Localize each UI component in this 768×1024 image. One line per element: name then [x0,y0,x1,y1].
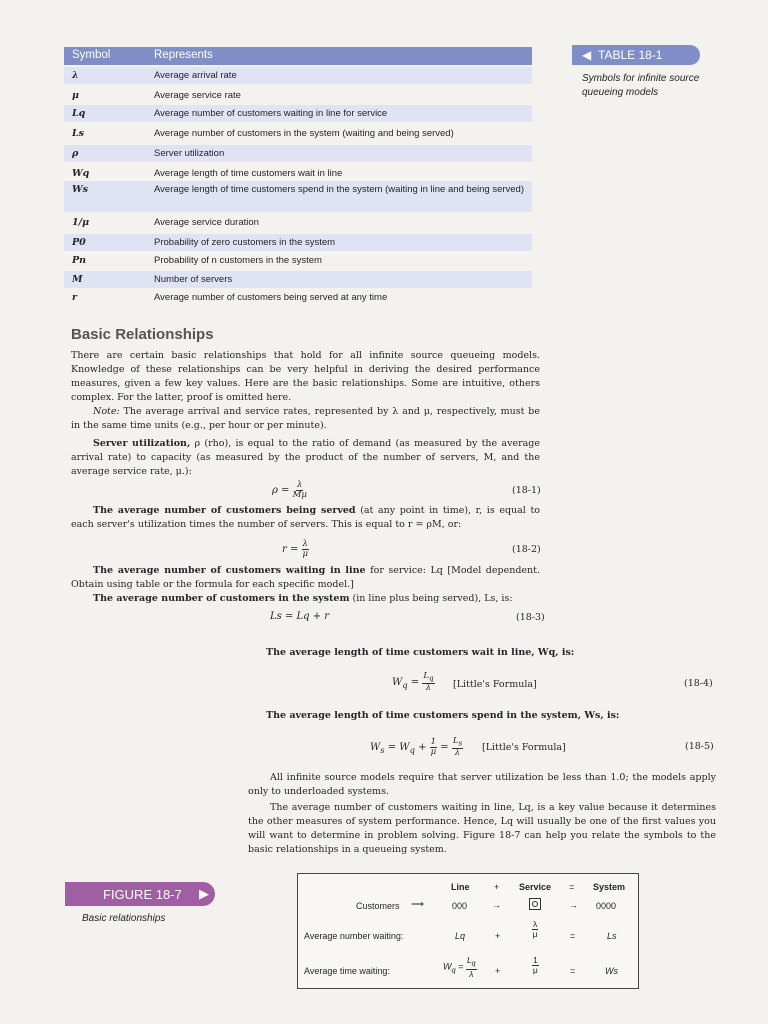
closing-paragraph-1: All infinite source models require that server utilization be less than 1.0; the models apply only to underloaded systems. [248,772,716,797]
row-description: Average arrival rate [154,70,237,81]
row-description: Number of servers [154,274,233,285]
equation-18-3: Ls = Lq + r [270,611,330,622]
row-symbol: ρ [72,148,79,159]
col-plus: + [494,882,500,892]
row-symbol: Ws [72,184,89,195]
lambda-over-mu: $\frac{\lambda}{\mu}$ [532,919,538,939]
table-row [64,87,532,104]
table-label: TABLE 18-1 [598,48,663,62]
table-row [64,165,532,182]
row-symbol: M [72,274,83,285]
row-symbol: Pn [72,255,87,266]
equation-18-2: r = $\frac{\lambda}{\mu}$ [282,539,308,559]
equation-number-5: (18-5) [685,741,714,752]
ws-symbol: Ws [605,966,618,976]
system-label: The average number of customers in the system [93,593,350,604]
row-symbol: Ls [72,128,85,139]
equation-18-4: $W_q$ = $\frac{L_q}{\lambda}$ [392,671,434,693]
col-system: System [593,882,626,892]
equals-sign: = [570,966,576,976]
row-symbol: Lq [72,108,86,119]
table-row [64,214,532,231]
col-line: Line [451,882,470,892]
col-service: Service [519,882,552,892]
equation-number-3: (18-3) [516,612,545,623]
customers-line: 000 [452,901,468,911]
equation-number-4: (18-4) [684,678,713,689]
row-description: Average service duration [154,217,259,228]
figure-label: FIGURE 18-7 [103,887,182,902]
table-row [64,271,532,288]
equals-sign: = [570,931,576,941]
triangle-left-icon: ◀ [582,48,592,62]
section-title: Basic Relationships [71,326,214,343]
row-description: Average number of customers being served at any time [154,292,388,303]
waiting-text: for service: Lq [Model dependent. Obtain using table or the formula for each specific model.] [71,565,540,590]
ls-symbol: Ls [607,931,617,941]
row-description: Server utilization [154,148,225,159]
figure-tag [65,882,215,906]
note-paragraph [71,405,540,433]
little-formula-1: [Little's Formula] [453,679,537,690]
spend-heading: The average length of time customers spend in the system, Ws, is: [266,710,620,721]
arrow-right-icon: → [492,900,501,910]
utilization-text: ρ (rho), is equal to the ratio of demand (as measured by the average arrival rate) to capacity (as measured by the product of the number of servers, M, and the average service rate, μ.): [71,438,540,477]
row-symbol: μ [72,90,79,101]
note-label: Note: [93,406,120,417]
waiting-paragraph [71,564,540,592]
table-row [64,145,532,162]
represents-header: Represents [154,49,213,61]
table-row [64,125,532,142]
waiting-label: The average number of customers waiting in line [93,565,366,576]
row-description: Probability of n customers in the system [154,255,322,266]
server-icon [529,898,541,910]
intro-paragraph: There are certain basic relationships that hold for all infinite source queueing models. Knowledge of these relationships can be very helpful in deriving the desired performance measures, given a few key values. Here are the basic relationships. Some are intuitive, others complex. For the latter, proof is omitted here. [71,350,540,403]
wait-heading: The average length of time customers wait in line, Wq, is: [266,647,575,658]
figure-caption: Basic relationships [82,913,166,924]
col-equals: = [569,882,575,892]
system-text: (in line plus being served), Ls, is: [352,593,513,604]
row-description: Average number of customers waiting in line for service [154,108,388,119]
row-description: Average length of time customers spend in the system (waiting in line and being served) [154,184,524,195]
table-caption: Symbols for infinite source queueing models [582,73,700,98]
arrow-right-icon: → [569,900,578,910]
customers-label: Customers [356,901,400,911]
one-over-mu: $\frac{1}{\mu}$ [532,955,538,975]
equation-number-2: (18-2) [512,544,541,555]
equation-18-1: ρ = $\frac{\lambda}{M\mu}$ [272,480,307,500]
row-symbol: 1/μ [72,217,90,228]
row-description: Average service rate [154,90,241,101]
wq-formula: $W_q$ = $\frac{L_q}{\lambda}$ [443,955,476,979]
plus-sign: + [495,966,501,976]
table-row [64,252,532,269]
system-paragraph [71,592,540,606]
lq-symbol: Lq [455,931,466,941]
avg-time-label: Average time waiting: [304,966,390,976]
symbol-header: Symbol [72,49,111,61]
triangle-right-icon: ▶ [199,886,209,901]
figure-diagram [297,873,639,989]
table-row [64,289,532,306]
closing-paragraph-2: The average number of customers waiting in line, Lq, is a key value because it determines the other measures of system performance. Hence, Lq will usually be one of the first values you will want to determine in problem solving. Figure 18-7 can help you relate the symbols to the basic relationships in a queueing system. [248,802,716,855]
avg-number-label: Average number waiting: [304,931,404,941]
utilization-paragraph [71,437,540,479]
served-label: The average number of customers being served [93,505,356,516]
plus-sign: + [495,931,501,941]
utilization-label: Server utilization, [93,438,191,449]
row-symbol: λ [72,70,79,81]
row-description: Probability of zero customers in the system [154,237,336,248]
arrow-right-icon: ⟶ [411,899,424,909]
served-paragraph [71,504,540,532]
table-row [64,67,532,84]
row-description: Average number of customers in the system (waiting and being served) [154,128,454,139]
table-row [64,234,532,251]
note-text: The average arrival and service rates, represented by λ and μ, respectively, must be in the same time units (e.g., per hour or per minute). [71,406,540,431]
equation-number-1: (18-1) [512,485,541,496]
table-row [64,181,532,212]
equation-18-5: $W_s = W_q$ + $\frac{1}{\mu}$ = $\frac{L_s}{\lambda}$ [370,736,463,758]
customers-system: 0000 [596,901,617,911]
served-text: (at any point in time), r, is equal to each server's utilization times the number of servers. This is equal to r = ρM, or: [71,505,540,530]
row-symbol: r [72,292,78,303]
little-formula-2: [Little's Formula] [482,742,566,753]
row-symbol: Wq [72,168,90,179]
table-row [64,105,532,122]
row-description: Average length of time customers wait in line [154,168,343,179]
table-header [64,47,532,65]
table-tag [572,45,700,65]
row-symbol: P0 [72,237,86,248]
